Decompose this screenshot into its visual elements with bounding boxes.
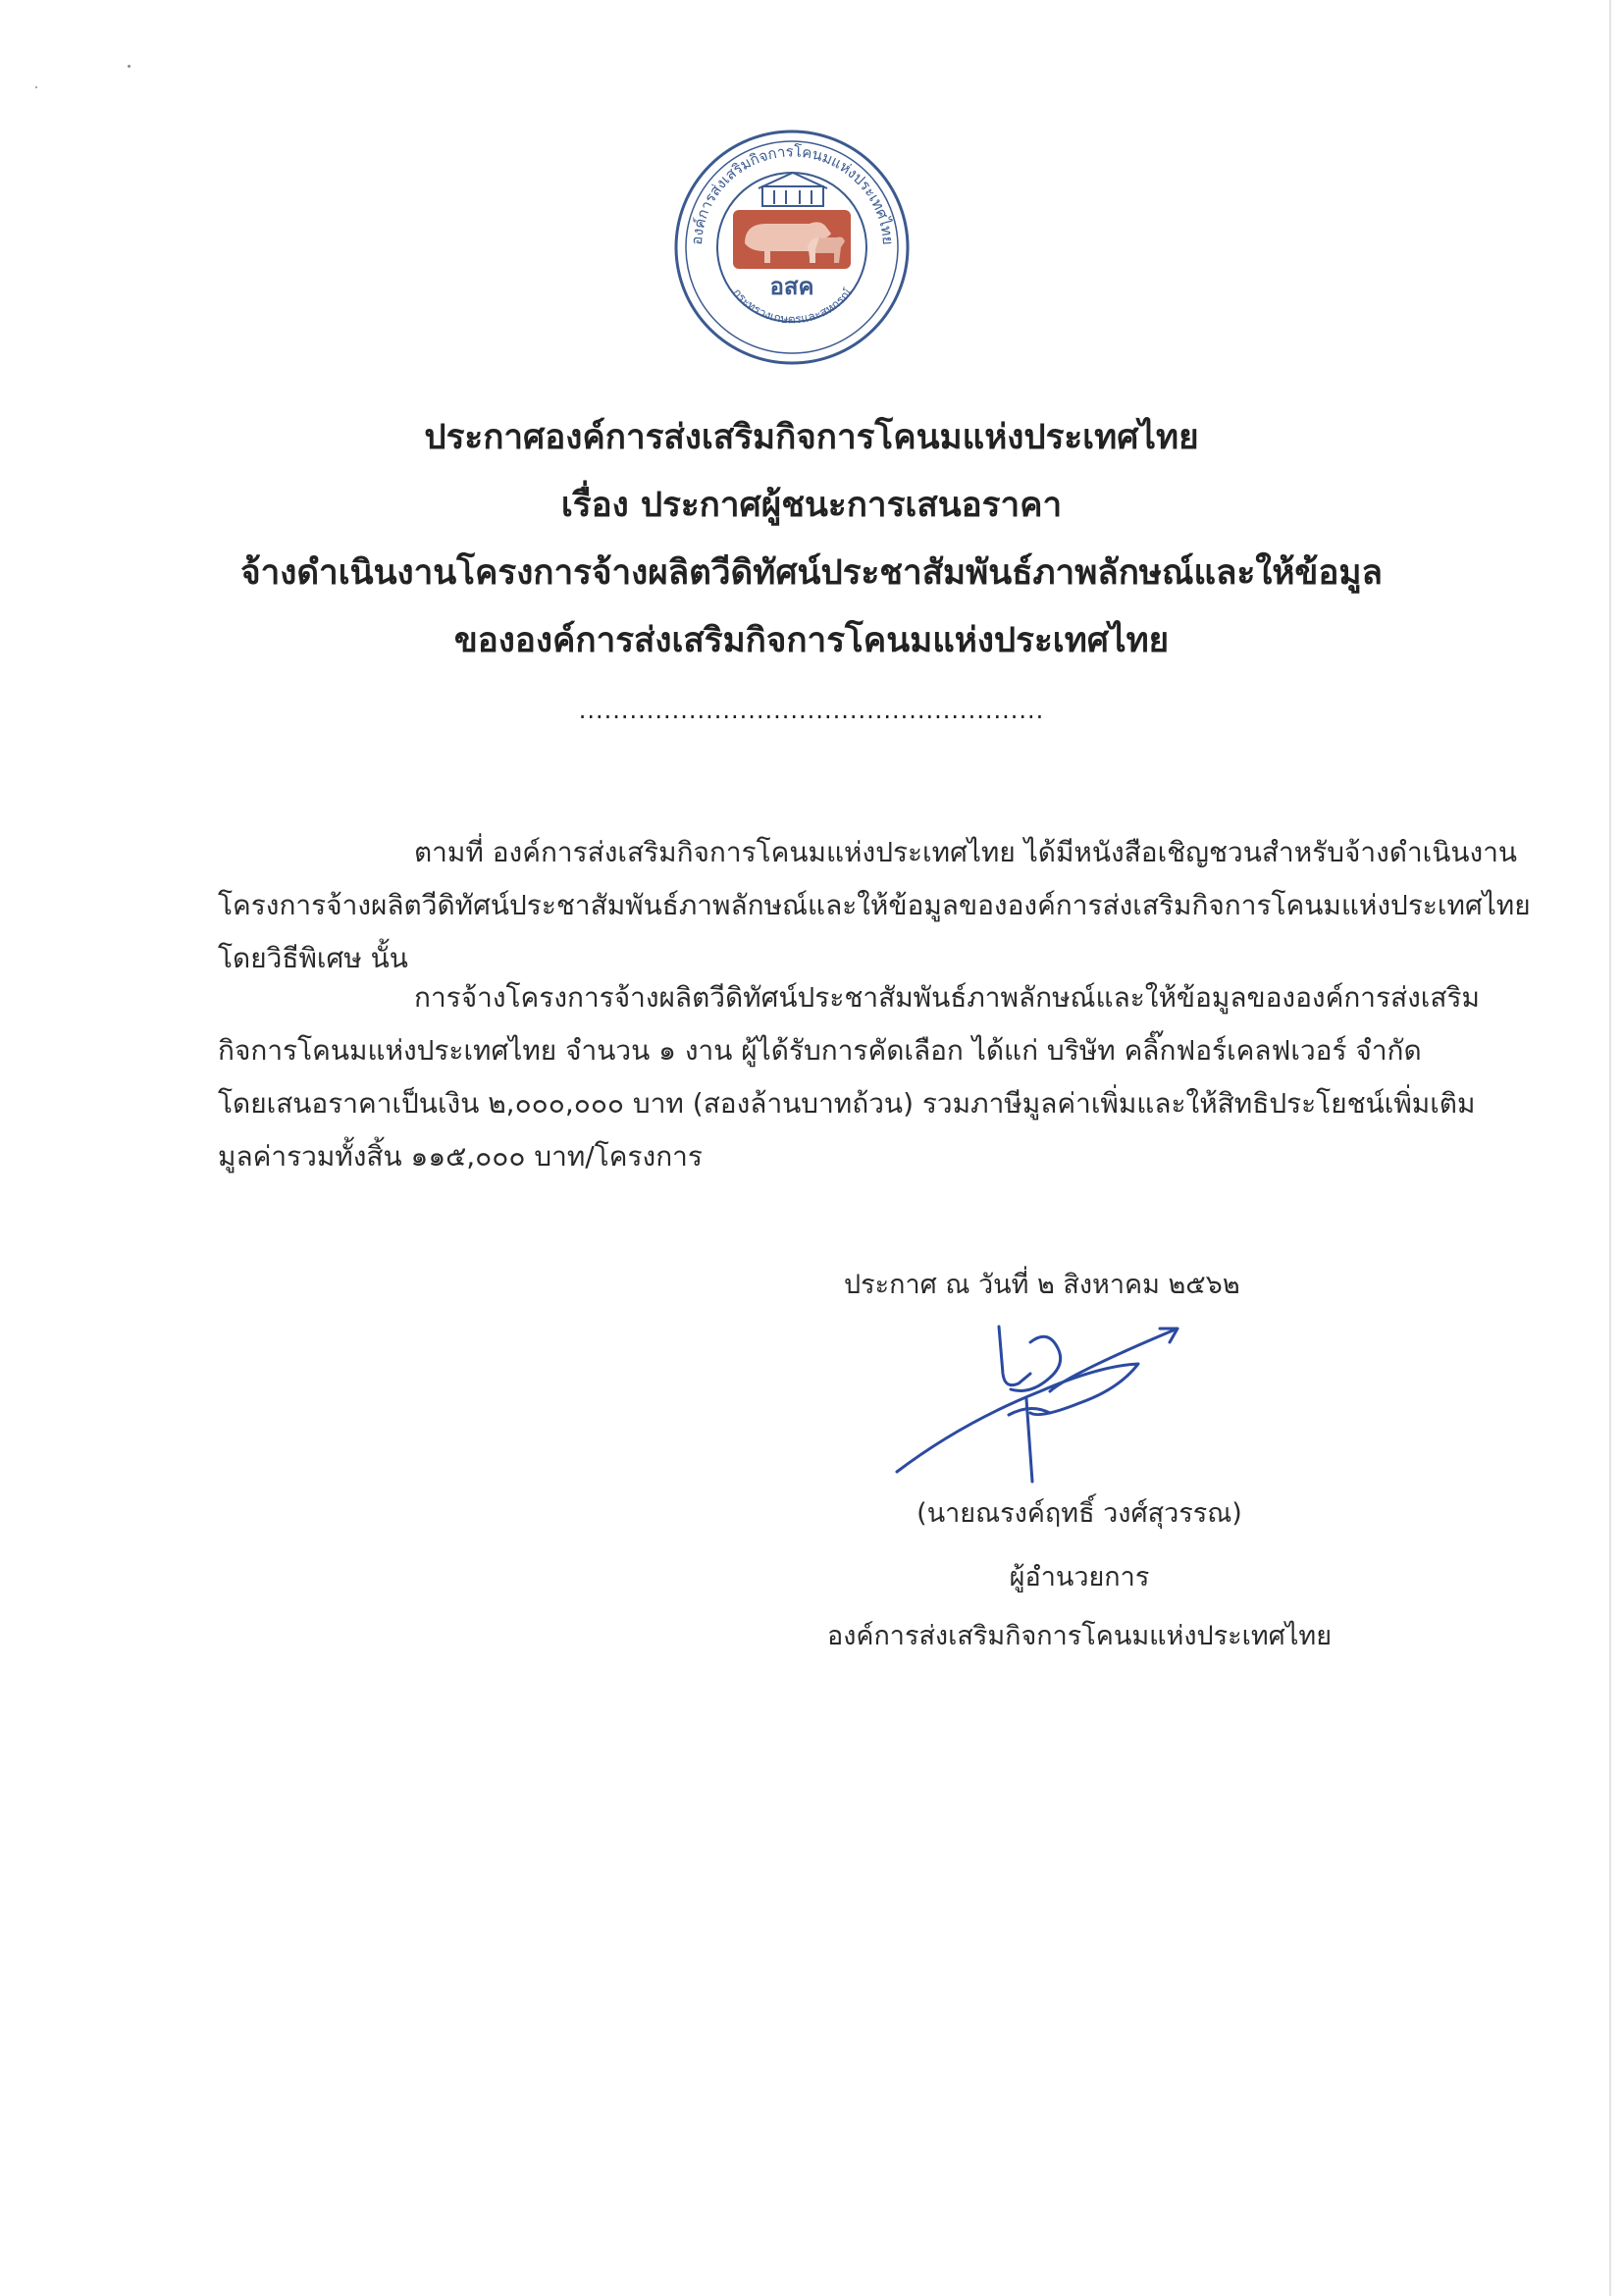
paragraph-line: โครงการจ้างผลิตวีดิทัศน์ประชาสัมพันธ์ภาพลักษณ์และให้ข้อมูลขององค์การส่งเสริมกิจการโคนมแห่งประเทศไทย	[218, 889, 1531, 921]
paragraph-line: มูลค่ารวมทั้งสิ้น ๑๑๕,๐๐๐ บาท/โครงการ	[218, 1140, 703, 1173]
organization-seal-logo	[672, 128, 913, 368]
announcement-title: ประกาศองค์การส่งเสริมกิจการโคนมแห่งประเทศไทย	[424, 418, 1199, 457]
svg-text:องค์การส่งเสริมกิจการโคนมแห่งป: องค์การส่งเสริมกิจการโคนมแห่งประเทศไทย	[687, 142, 898, 246]
scan-speck	[128, 65, 131, 68]
scan-speck	[35, 86, 37, 88]
scan-edge	[1609, 0, 1611, 2296]
body-paragraph-2	[218, 971, 1503, 1183]
svg-text:กระทรวงเกษตรและสหกรณ์: กระทรวงเกษตรและสหกรณ์	[730, 286, 855, 327]
paragraph-line: การจ้างโครงการจ้างผลิตวีดิทัศน์ประชาสัมพันธ์ภาพลักษณ์และให้ข้อมูลขององค์การส่งเสริม	[414, 981, 1480, 1014]
body-paragraph-1	[218, 826, 1531, 985]
svg-text:อสค: อสค	[769, 273, 814, 300]
paragraph-line: โดยเสนอราคาเป็นเงิน ๒,๐๐๐,๐๐๐ บาท (สองล้านบาทถ้วน) รวมภาษีมูลค่าเพิ่มและให้สิทธิประโยชน์เพิ่มเติม	[218, 1087, 1476, 1120]
paragraph-line: โดยวิธีพิเศษ นั้น	[218, 942, 408, 974]
signatory-organization: องค์การส่งเสริมกิจการโคนมแห่งประเทศไทย	[826, 1621, 1333, 1651]
paragraph-line: กิจการโคนมแห่งประเทศไทย จำนวน ๑ งาน ผู้ได้รับการคัดเลือก ได้แก่ บริษัท คลิ๊กฟอร์เคลฟเวอร์ จำกัด	[218, 1034, 1422, 1067]
announcement-subject: เรื่อง ประกาศผู้ชนะการเสนอราคา	[560, 486, 1063, 525]
signatory-position: ผู้อำนวยการ	[1009, 1562, 1150, 1592]
paragraph-line: ตามที่ องค์การส่งเสริมกิจการโคนมแห่งประเทศไทย ได้มีหนังสือเชิญชวนสำหรับจ้างดำเนินงาน	[414, 836, 1518, 868]
heading-separator: .......................................................	[578, 697, 1045, 724]
announcement-subject-detail: จ้างดำเนินงานโครงการจ้างผลิตวีดิทัศน์ประชาสัมพันธ์ภาพลักษณ์และให้ข้อมูล	[240, 553, 1383, 593]
announcement-date: ประกาศ ณ วันที่ ๒ สิงหาคม ๒๕๖๒	[844, 1270, 1240, 1300]
announcement-subject-detail-2: ขององค์การส่งเสริมกิจการโคนมแห่งประเทศไทย	[453, 621, 1170, 660]
signatory-name: (นายณรงค์ฤทธิ์ วงศ์สุวรรณ)	[916, 1498, 1242, 1529]
handwritten-signature	[883, 1305, 1217, 1501]
